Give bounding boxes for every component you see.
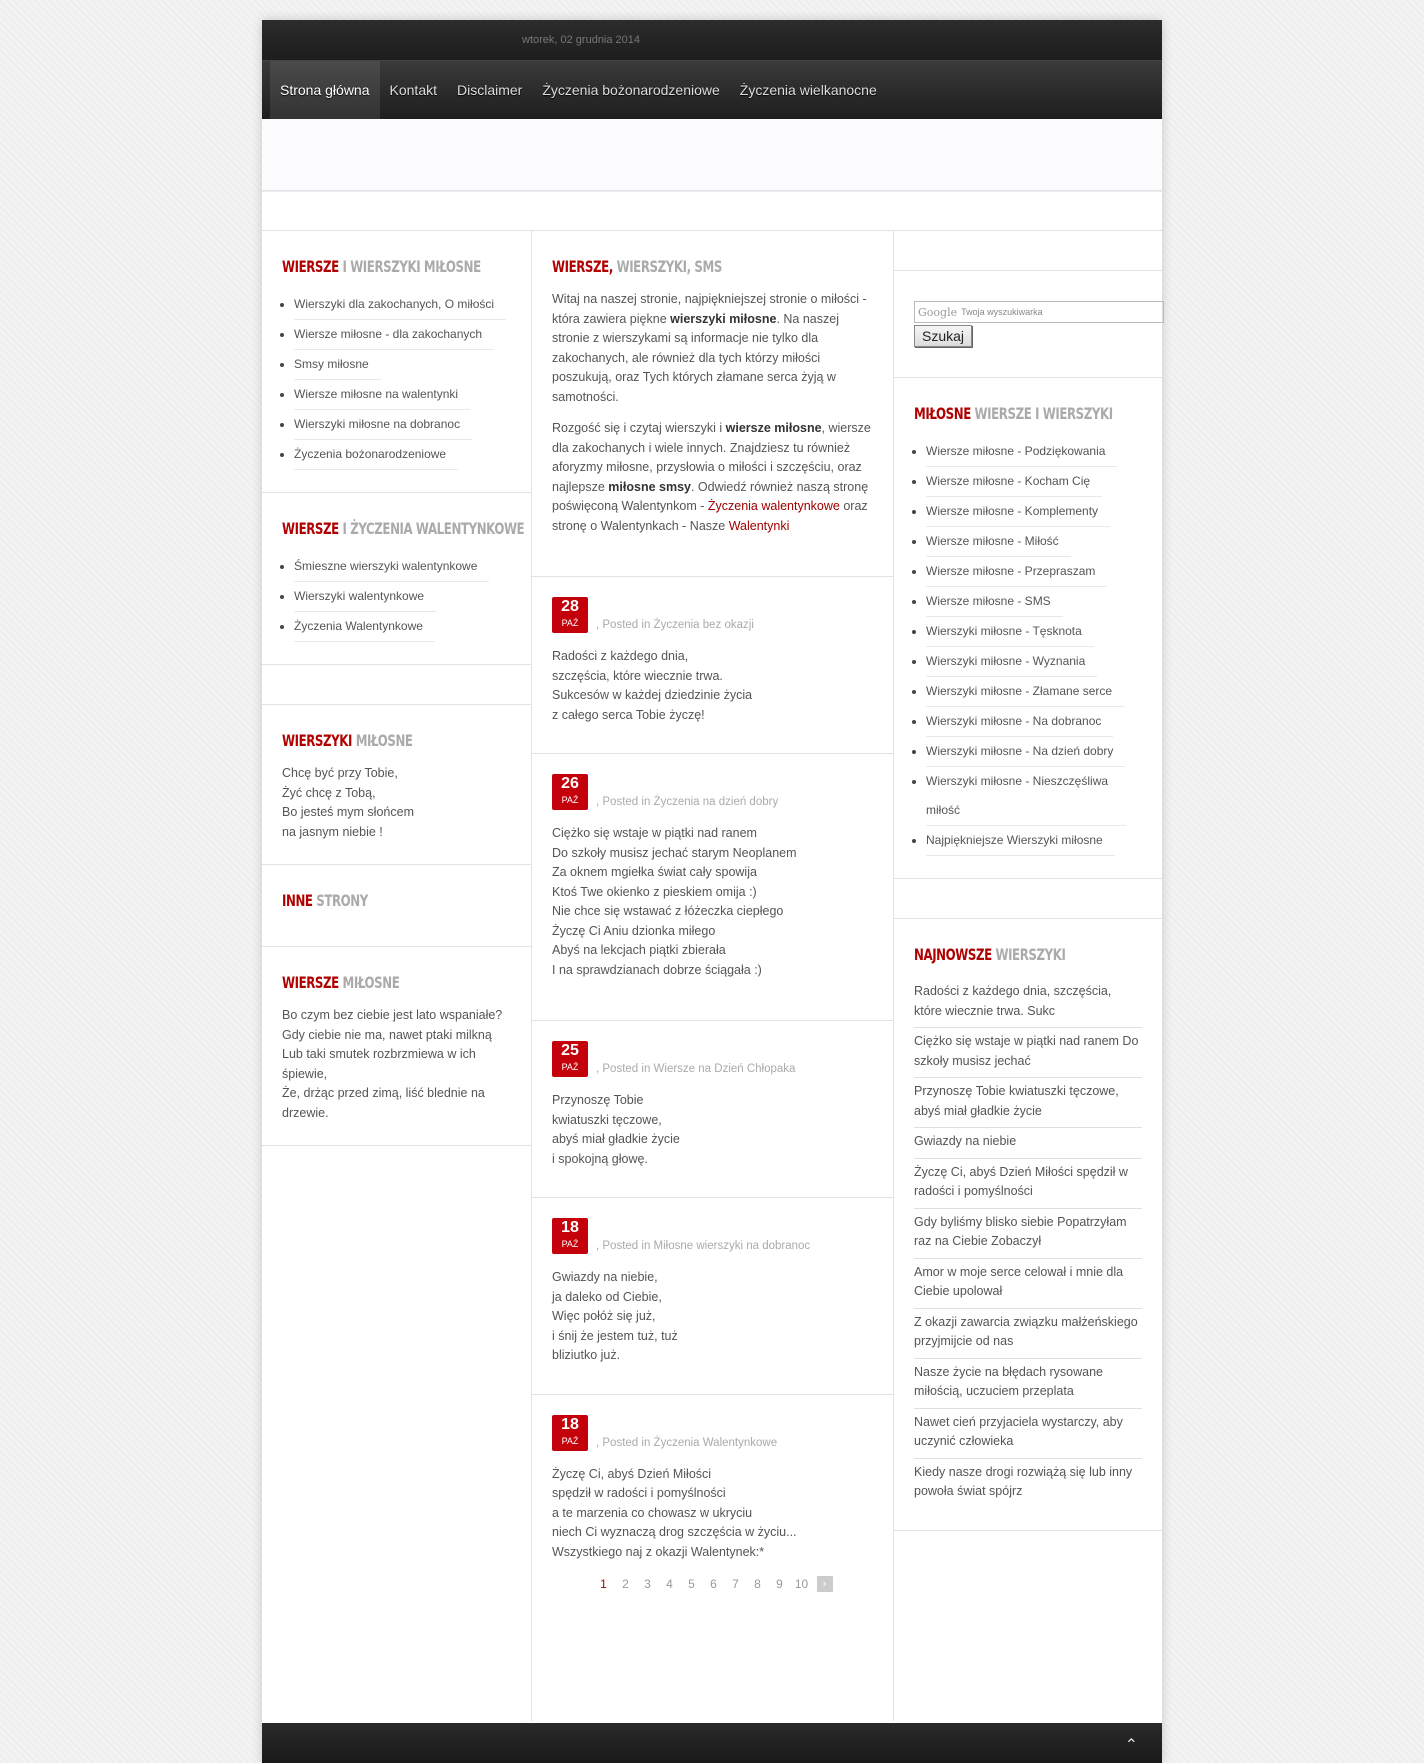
post-meta: [552, 597, 873, 633]
post-text: Radości z każdego dnia, szczęścia, które wiecznie trwa. Sukcesów w każdej dziedzinie życia z całego serca Tobie życzę!: [552, 649, 753, 722]
google-logo: Google: [918, 305, 958, 319]
post-text: Przynoszę Tobie kwiatuszki tęczowe, abyś miał gładkie życie i spokojną głowę.: [552, 1093, 680, 1166]
widget-search: [894, 271, 1162, 378]
post: [532, 1198, 893, 1395]
latest-link[interactable]: Przynoszę Tobie kwiatuszki tęczowe, abyś miał gładkie życie: [914, 1078, 1142, 1128]
current-date: wtorek, 02 grudnia 2014: [522, 34, 641, 46]
widget-title: WIERSZYKI MIŁOSNE: [282, 731, 413, 750]
page-1[interactable]: 1: [600, 1577, 607, 1591]
valentines-link[interactable]: Walentynki: [728, 518, 790, 533]
latest-link[interactable]: Ciężko się wstaje w piątki nad ranem Do szkoły musisz jechać: [914, 1028, 1142, 1078]
page-9[interactable]: 9: [776, 1577, 783, 1591]
list-item[interactable]: • Wierszyki miłosne - Na dzień dobry: [926, 737, 1125, 767]
list-item[interactable]: • Wiersze miłosne - Podziękowania: [926, 437, 1117, 467]
widget-title: INNE STRONY: [282, 891, 368, 910]
next-page-icon[interactable]: ›: [817, 1576, 833, 1592]
latest-link[interactable]: Amor w moje serce celował i mnie dla Ciebie upolował: [914, 1259, 1142, 1309]
post: [532, 577, 893, 754]
post-meta: [552, 1415, 873, 1451]
post-text: Życzę Ci, abyś Dzień Miłości spędził w radości i pomyślności a te marzenia co chowasz w ukryciu niech Ci wyznaczą drog szczęścia w życiu... Wszystkiego naj z okazji Walentynek:*: [552, 1466, 797, 1559]
latest-link[interactable]: Nasze życie na błędach rysowane miłością, uczuciem przeplata: [914, 1359, 1142, 1409]
link-list: [282, 290, 511, 470]
latest-link[interactable]: Gwiazdy na niebie: [914, 1128, 1142, 1159]
list-item[interactable]: • Wierszyki miłosne - Nieszczęśliwa miłość: [926, 767, 1126, 826]
list-item[interactable]: • Wierszyki dla zakochanych, O miłości: [294, 290, 506, 320]
widget-empty: [894, 879, 1162, 919]
page-3[interactable]: 3: [644, 1577, 651, 1591]
date-badge: 26 PAŹ: [552, 774, 588, 810]
list-item[interactable]: • Życzenia bożonarodzeniowe: [294, 440, 458, 470]
list-item[interactable]: • Wiersze miłosne - dla zakochanych: [294, 320, 494, 350]
nav-home[interactable]: Strona główna: [270, 61, 380, 119]
list-item[interactable]: • Smsy miłosne: [294, 350, 381, 380]
post: [532, 1021, 893, 1198]
footer: [262, 1723, 1162, 1763]
post-meta: [552, 1041, 873, 1077]
list-item[interactable]: • Wierszyki walentynkowe: [294, 582, 436, 612]
date-badge: 25 PAŹ: [552, 1041, 588, 1077]
latest-link[interactable]: Kiedy nasze drogi rozwiążą się lub inny powoła świat spójrz: [914, 1464, 1133, 1498]
latest-link[interactable]: Z okazji zawarcia związku małżeńskiego przyjmijcie od nas: [914, 1309, 1142, 1359]
post-category: , Posted in Życzenia Walentynkowe: [596, 1436, 778, 1449]
date-badge: 18 PAŹ: [552, 1415, 588, 1451]
latest-link[interactable]: Nawet cień przyjaciela wystarczy, aby uczynić człowieka: [914, 1409, 1142, 1459]
nav-easter-wishes[interactable]: Życzenia wielkanocne: [739, 82, 877, 98]
latest-link[interactable]: Radości z każdego dnia, szczęścia, które wiecznie trwa. Sukc: [914, 978, 1142, 1028]
post-category: , Posted in Wiersze na Dzień Chłopaka: [596, 1063, 796, 1075]
list-item[interactable]: • Wierszyki miłosne na dobranoc: [294, 410, 472, 440]
pagination: [552, 1576, 873, 1592]
latest-link[interactable]: Gdy byliśmy blisko siebie Popatrzyłam raz na Ciebie Zobaczył: [914, 1209, 1142, 1259]
list-item[interactable]: • Najpiękniejsze Wierszyki miłosne: [926, 826, 1115, 856]
list-item[interactable]: • Życzenia Walentynkowe: [294, 612, 435, 642]
nav-christmas-wishes[interactable]: Życzenia bożonarodzeniowe: [542, 82, 720, 98]
date-badge: 28 PAŹ: [552, 597, 588, 633]
list-item[interactable]: • Wiersze miłosne - SMS: [926, 587, 1063, 617]
page-5[interactable]: 5: [688, 1577, 695, 1591]
category-link[interactable]: Miłosne wierszyki na dobranoc: [653, 1240, 811, 1252]
widget-title: WIERSZE MIŁOSNE: [282, 973, 400, 992]
list-item[interactable]: • Wiersze miłosne - Przepraszam: [926, 557, 1107, 587]
list-item[interactable]: • Wiersze miłosne - Kocham Cię: [926, 467, 1102, 497]
page-4[interactable]: 4: [666, 1577, 673, 1591]
list-item[interactable]: • Wiersze miłosne na walentynki: [294, 380, 470, 410]
search-form: [914, 301, 1142, 347]
search-button[interactable]: Szukaj: [914, 325, 972, 347]
nav-contact[interactable]: Kontakt: [389, 82, 437, 98]
widget-other-pages: [262, 865, 531, 947]
list-item[interactable]: • Śmieszne wierszyki walentynkowe: [294, 552, 489, 582]
post-meta: [552, 1218, 873, 1254]
content-columns: [262, 231, 1162, 1721]
widget-love-poem: [262, 947, 531, 1146]
page-10[interactable]: 10: [794, 1577, 809, 1591]
search-input[interactable]: [914, 301, 1164, 323]
nav-disclaimer[interactable]: Disclaimer: [457, 82, 523, 98]
verse-text: Chcę być przy Tobie, Żyć chcę z Tobą, Bo jesteś mym słońcem na jasnym niebie !: [282, 766, 414, 839]
list-item[interactable]: • Wierszyki miłosne - Na dobranoc: [926, 707, 1113, 737]
list-item[interactable]: • Wiersze miłosne - Komplementy: [926, 497, 1110, 527]
category-link[interactable]: Wiersze na Dzień Chłopaka: [653, 1063, 796, 1075]
verse-text: Bo czym bez ciebie jest lato wspaniałe? Gdy ciebie nie ma, nawet ptaki milkną Lub taki smutek rozbrzmiewa w ich śpiewie, Że, drżąc przed zimą, liść blednie na drzewie.: [282, 1008, 503, 1120]
list-item[interactable]: • Wiersze miłosne - Miłość: [926, 527, 1071, 557]
link-list: [282, 552, 511, 642]
latest-link[interactable]: Życzę Ci, abyś Dzień Miłości spędził w radości i pomyślności: [914, 1159, 1142, 1209]
widget-love-poems: [894, 378, 1162, 879]
page-8[interactable]: 8: [754, 1577, 761, 1591]
intro-paragraph-1: Witaj na naszej stronie, najpiękniejszej stronie o miłości - która zawiera piękne wierszyki miłosne. Na naszej stronie z wierszykami są informacje nie tylko dla zakochanych, ale również dla tych którzy miłości poszukują, oraz Tych których złamane serca żyją w samotności.: [552, 292, 867, 404]
date-badge: 18 PAŹ: [552, 1218, 588, 1254]
intro-title: WIERSZE, WIERSZYKI, SMS: [552, 257, 722, 276]
main-nav: [262, 60, 1162, 119]
main-content: [532, 231, 894, 1721]
post-text: Gwiazdy na niebie, ja daleko od Ciebie, Więc połóż się już, i śnij że jestem tuż, tuż bliziutko już.: [552, 1270, 678, 1362]
category-link[interactable]: Życzenia na dzień dobry: [653, 796, 779, 808]
sub-strip: [262, 191, 1162, 231]
category-link[interactable]: Życzenia bez okazji: [653, 619, 754, 631]
intro-paragraph-2: Rozgość się i czytaj wierszyki i wiersze miłosne, wiersze dla zakochanych i wiele innych. Znajdziesz tu również aforyzmy miłosne, przysłowia o miłości i szczęściu, oraz najlepsze miłosne smsy. Odwiedź również naszą stronę poświęconą Walentynkom - Życzenia walentynkowe oraz stronę o Walentynkach - Nasze Walentynki: [552, 421, 871, 533]
intro-section: [532, 231, 893, 577]
widget-title: NAJNOWSZE WIERSZYKI: [914, 945, 1066, 964]
post-category: , Posted in Życzenia na dzień dobry: [596, 796, 779, 808]
post-category: , Posted in Miłosne wierszyki na dobranoc: [596, 1240, 811, 1252]
list-item[interactable]: • Wierszyki miłosne - Złamane serce: [926, 677, 1124, 707]
post: [532, 1395, 893, 1621]
widget-valentine: [262, 493, 531, 665]
post: [532, 754, 893, 1021]
link-list: [914, 437, 1142, 856]
banner-area: [262, 119, 1162, 191]
widget-poems: [262, 231, 531, 493]
category-link[interactable]: Życzenia Walentynkowe: [653, 1436, 778, 1449]
post-category: , Posted in Życzenia bez okazji: [596, 619, 754, 631]
right-sidebar: [894, 231, 1162, 1721]
search-placeholder: Twoja wyszukiwarka: [961, 307, 1043, 317]
post-text: Ciężko się wstaje w piątki nad ranem Do szkoły musisz jechać starym Neoplanem Za oknem mgiełka świat cały spowija Ktoś Twe okienko z pieskiem omija :) Nie chce się wstawać z łóżeczka ciepłego Życzę Ci Aniu dzionka miłego Abyś na lekcjach piątki zbierała I na sprawdzianach dobrze ściągała :): [552, 826, 797, 977]
top-bar: [262, 20, 1162, 60]
page-7[interactable]: 7: [732, 1577, 739, 1591]
widget-title: WIERSZE I ŻYCZENIA WALENTYNKOWE: [282, 519, 525, 538]
list-item[interactable]: • Wierszyki miłosne - Wyznania: [926, 647, 1097, 677]
post-meta: [552, 774, 873, 810]
left-sidebar: [262, 231, 532, 1721]
scroll-top-icon[interactable]: ⌃: [1124, 1737, 1138, 1754]
list-item[interactable]: • Wierszyki miłosne - Tęsknota: [926, 617, 1094, 647]
widget-title: WIERSZE I WIERSZYKI MIŁOSNE: [282, 257, 481, 276]
page-2[interactable]: 2: [622, 1577, 629, 1591]
page-wrapper: [262, 20, 1162, 1763]
widget-love-verse: [262, 705, 531, 865]
widget-latest: [894, 919, 1162, 1531]
widget-empty: [262, 665, 531, 705]
page-6[interactable]: 6: [710, 1577, 717, 1591]
widget-title: MIŁOSNE WIERSZE I WIERSZYKI: [914, 404, 1113, 423]
valentine-wishes-link[interactable]: Życzenia walentynkowe: [707, 499, 840, 513]
widget-empty: [894, 231, 1162, 271]
